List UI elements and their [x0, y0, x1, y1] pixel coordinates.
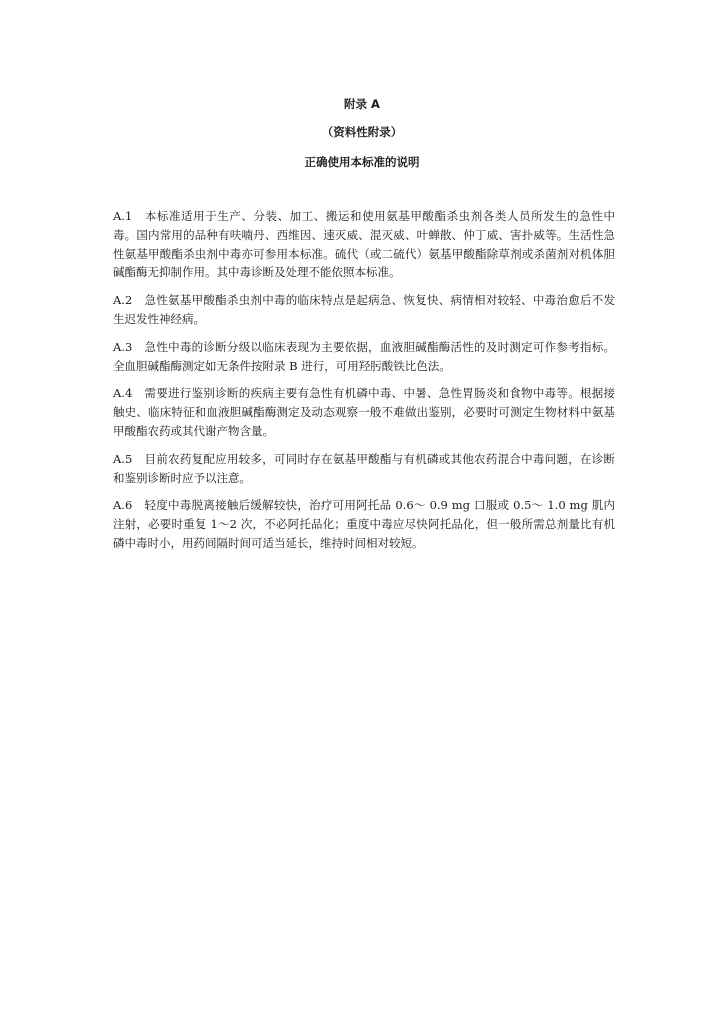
paragraph-a1: [113, 207, 615, 282]
paragraph-text: 急性氨基甲酸酯杀虫剂中毒的临床特点是起病急、恢复快、病情相对较轻、中毒治愈后不发生迟发性神经病。: [113, 293, 615, 326]
paragraph-a4: [113, 384, 615, 440]
paragraph-text: 需要进行鉴别诊断的疾病主要有急性有机磷中毒、中暑、急性胃肠炎和食物中毒等。根据接触史、临床特征和血液胆碱酯酶测定及动态观察一般不难做出鉴别，必要时可测定生物材料中氨基甲酸酯农药或其代谢产物含量。: [113, 386, 615, 438]
paragraph-number: A.2: [113, 293, 133, 308]
paragraph-a2: [113, 291, 615, 329]
paragraph-number: A.4: [113, 386, 133, 401]
appendix-heading: 附录 A: [344, 97, 380, 111]
paragraph-text: 急性中毒的诊断分级以临床表现为主要依据，血液胆碱酯酶活性的及时测定可作参考指标。全血胆碱酯酶测定如无条件按附录 B 进行，可用羟肟酸铁比色法。: [113, 339, 615, 373]
appendix-title-heading: 正确使用本标准的说明: [304, 155, 420, 169]
paragraph-number: A.3: [113, 339, 133, 354]
paragraph-text: 轻度中毒脱离接触后缓解较快，治疗可用阿托品 0.6～ 0.9 mg 口服或 0.5～ 1.0 mg 肌内注射，必要时重复 1～2 次，不必阿托品化；重度中毒应尽快阿托品化，但一般所需总剂量比有机磷中毒时小，用药间隔时间可适当延长，维持时间相对较短。: [113, 498, 615, 550]
paragraph-a6: [113, 496, 615, 552]
appendix-type-heading: （资料性附录）: [321, 125, 403, 139]
paragraph-a3: [113, 338, 615, 376]
paragraph-number: A.6: [113, 498, 133, 513]
paragraph-a5: [113, 450, 615, 488]
appendix-body: [113, 207, 615, 562]
paragraph-number: A.5: [113, 451, 133, 466]
paragraph-text: 目前农药复配应用较多，可同时存在氨基甲酸酯与有机磷或其他农药混合中毒问题，在诊断和鉴别诊断时应予以注意。: [113, 451, 615, 485]
paragraph-text: 本标准适用于生产、分装、加工、搬运和使用氨基甲酸酯杀虫剂各类人员所发生的急性中毒。国内常用的品种有呋喃丹、西维因、速灭威、混灭威、叶蝉散、仲丁威、害扑威等。生活性急性氨基甲酸酯杀虫剂中毒亦可参用本标准。硫代（或二硫代）氨基甲酸酯除草剂或杀菌剂对机体胆碱酯酶无抑制作用。其中毒诊断及处理不能依照本标准。: [113, 209, 615, 280]
paragraph-number: A.1: [113, 209, 133, 223]
